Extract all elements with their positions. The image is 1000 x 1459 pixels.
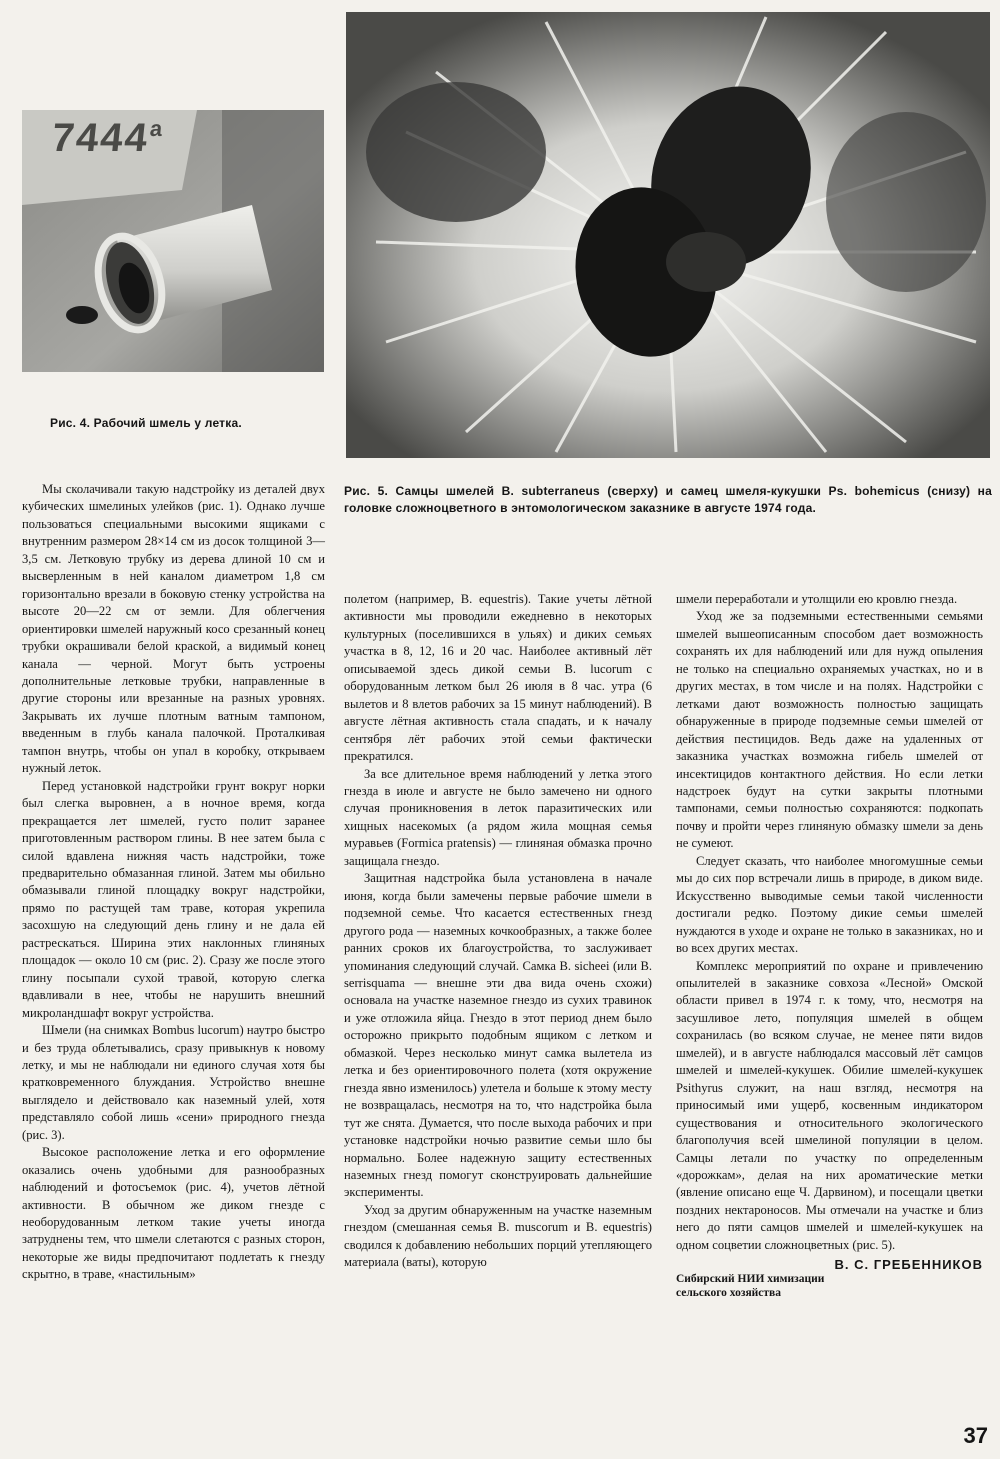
sign-number: 7444 xyxy=(49,116,152,160)
text-column-3 xyxy=(676,591,983,1300)
sign-suffix: а xyxy=(148,116,166,141)
figure5-photo xyxy=(346,12,990,458)
paragraph: полетом (например, B. equestris). Такие учеты лётной активности мы проводили ежедневно в некоторых культурных (поселившихся в ульях) и диких семьях участка в 8, 12, 16 и 20 час. Наиболее активный лёт описываемой здесь дикой семьи B. lucorum с оборудованным летком был 26 июля в 8 час. утра (6 вылетов и 8 влетов рабочих за 15 минут наблюдений). В августе лётная активность стала спадать, и к началу сентября лёт рабочих этой семьи фактически прекратился. xyxy=(344,592,652,764)
paragraph: Высокое расположение летка и его оформление оказались очень удобными для разнообразных наблюдений и фотосъемок (рис. 4), учетов лётной активности. В обычном же диком гнезде с необорудованным летком такие учеты иногда затруднены тем, что шмели слетаются с разных сторон, некоторые же виды предпочитают подлетать к гнезду скрытно, в траве, «настильным» xyxy=(22,1145,325,1282)
paragraph: шмели переработали и утолщили ею кровлю гнезда. xyxy=(676,592,958,606)
paragraph: Следует сказать, что наиболее многомушные семьи мы до сих пор встречали лишь в природе, в диком виде. Искусственно выводимые семьи такой численности достигали редко. Поэтому дикие семьи шмелей нуждаются в уходе и охране не только в заказниках, но и во всех других местах. xyxy=(676,853,983,956)
figure4-caption: Рис. 4. Рабочий шмель у летка. xyxy=(50,416,242,430)
paragraph: Уход за другим обнаруженным на участке наземным гнездом (смешанная семья B. muscorum и B. equestris) сводился к добавлению небольших порций утепляющего материала (ваты), которую xyxy=(344,1202,652,1270)
text-column-1 xyxy=(22,481,325,1284)
paragraph: Перед установкой надстройки грунт вокруг норки был слегка выровнен, а в ночное время, когда прекращается лет шмелей, густо полит заранее приготовленным раствором глины. В нее затем была с силой вдавлена нижняя часть надстройки, тоже предварительно обмазанная глиной. Затем мы обильно обмазывали глиной площадку вокруг надстройки, прямо по растущей там траве, которая укрепила засохшую на следующий день глину и не дала ей растрескаться. Ширина этих наклонных глиняных площадок — около 10 см (рис. 2). Сразу же после этого глину посыпали сухой травой, которую слегка вдавливали в нее, чтобы не нарушить внешний микроландшафт вокруг устройства. xyxy=(22,778,325,1020)
paragraph: Уход же за подземными естественными семьями шмелей вышеописанным способом дает возможность сохранять их для наблюдений или для нужд опыления не только на специально охраняемых участках, но и в других местах, в том числе и на полях. Надстройки с летками дают возможность полностью защищать обнаруженные в природе подземные семьи шмелей от действия пестицидов. Ведь даже на удаленных от заказника участках возможна гибель шмелей от инсектицидов контактного действия. Но если летки надстроек будут на сутки закрыты плотными тампонами, семьи полностью сохраняются: подкопать почву и пройти через глиняную обмазку шмели за день не сумеют. xyxy=(676,609,983,851)
figure4-photo xyxy=(22,110,324,372)
signature xyxy=(676,1258,983,1300)
sign-label xyxy=(50,116,166,161)
page-number: 37 xyxy=(963,1423,988,1448)
paragraph: За все длительное время наблюдений у летка этого гнезда в июле и августе не было замечено ни одного случая проникновения в леток паразитических или хищных насекомых (а рядом жила мощная семья муравьев (Formica pratensis) — глиняная обмазка прочно защищала гнездо. xyxy=(344,766,652,868)
paragraph: Шмели (на снимках Bombus lucorum) наутро быстро и без труда облетывались, сразу привыкнув к новому летку, и мы не наблюдали ни единого случая хотя бы кратковременного блуждания. Устройство внешне выглядело и действовало как наземный улей, хотя представляло собой лишь «сени» природного гнезда (рис. 3). xyxy=(22,1023,325,1142)
figure5-caption: Рис. 5. Самцы шмелей B. subterraneus (сверху) и самец шмеля-кукушки Ps. bohemicus (снизу) на головке сложноцветного в энтомологическом заказнике в августе 1974 года. xyxy=(344,484,992,515)
institution-line2: сельского хозяйства xyxy=(676,1287,782,1300)
paragraph: Комплекс мероприятий по охране и привлечению опылителей в заказнике совхоза «Лесной» Омской области привел в 1974 г. к тому, что, несмотря на засушливое лето, популяция шмелей в общем сохранилась (во всяком случае, не менее пяти видов шмелей), и в августе наблюдался массовый лёт самцов шмелей и шмелей-кукушек. Обилие шмелей-кукушек Psithyrus служит, на наш взгляд, несмотря на приносимый ими ущерб, косвенным индикатором существования и относительного экологического благополучия всей шмелиной популяции в целом. Самцы летали по участку по определенным «дорожкам», делая на них ароматические метки (явление описано еще Ч. Дарвином), и посещали цветки поздних нектароносов. Мы отмечали на участке и близ него до пяти самцов шмелей и шмелей-кукушек на одном соцветии сложноцветных (рис. 5). xyxy=(676,958,983,1252)
paragraph: Защитная надстройка была установлена в начале июня, когда были замечены первые рабочие шмели в подземной семье. Что касается естественных гнезд другого рода — наземных кочкообразных, а также более ранних сроков их благоустройства, то заслуживает упоминания следующий случай. Самка B. sicheei (или B. serrisquama — внешне эти два вида очень схожи) основала на участке наземное гнездо из сухих травинок и уже отложила яйца. Гнездо в этот период днем было осторожно прикрыто подобным ящиком с летком и обмазкой. Через несколько минут самка вылетела из летка и без ориентировочного полета (хотя окружение гнезда явно изменилось) улетела и больше к этому месту не возвращалась, несмотря на то, что надстройка была тут же снята. Думается, что после выхода рабочих и при установке надстройки ночью развитие семьи шло бы нормально. Более надежную защиту естественных наземных гнезд помогут сконструировать дальнейшие эксперименты. xyxy=(344,871,652,1200)
text-column-2 xyxy=(344,591,652,1272)
institution-line1: Сибирский НИИ химизации xyxy=(676,1273,825,1286)
paragraph: Мы сколачивали такую надстройку из деталей двух кубических шмелиных улейков (рис. 1). Однако лучше пользоваться специальными высокими ящиками с внутренним размером 28×14 см из досок толщиной 3—3,5 см. Летковую трубку из дерева длиной 10 см и высверленным в ней каналом диаметром 1,8 см горизонтально врезали в боковую стенку устройства на высоте 20—22 см от земли. Для облегчения ориентировки шмелей наружный косо срезанный конец трубки окрашивали белой краской, а видимый конец канала — черной. Могут быть устроены дополнительные летковые трубки, направленные в другие стороны или врезанные на разных уровнях. Закрывать их лучше плотным ватным тампоном, введенным в глубь канала палочкой. Проталкивая тампон внутрь, чтобы он упал в коробку, открываем нужный леток. xyxy=(22,482,325,776)
author-name: В. С. ГРЕБЕННИКОВ xyxy=(834,1257,983,1273)
